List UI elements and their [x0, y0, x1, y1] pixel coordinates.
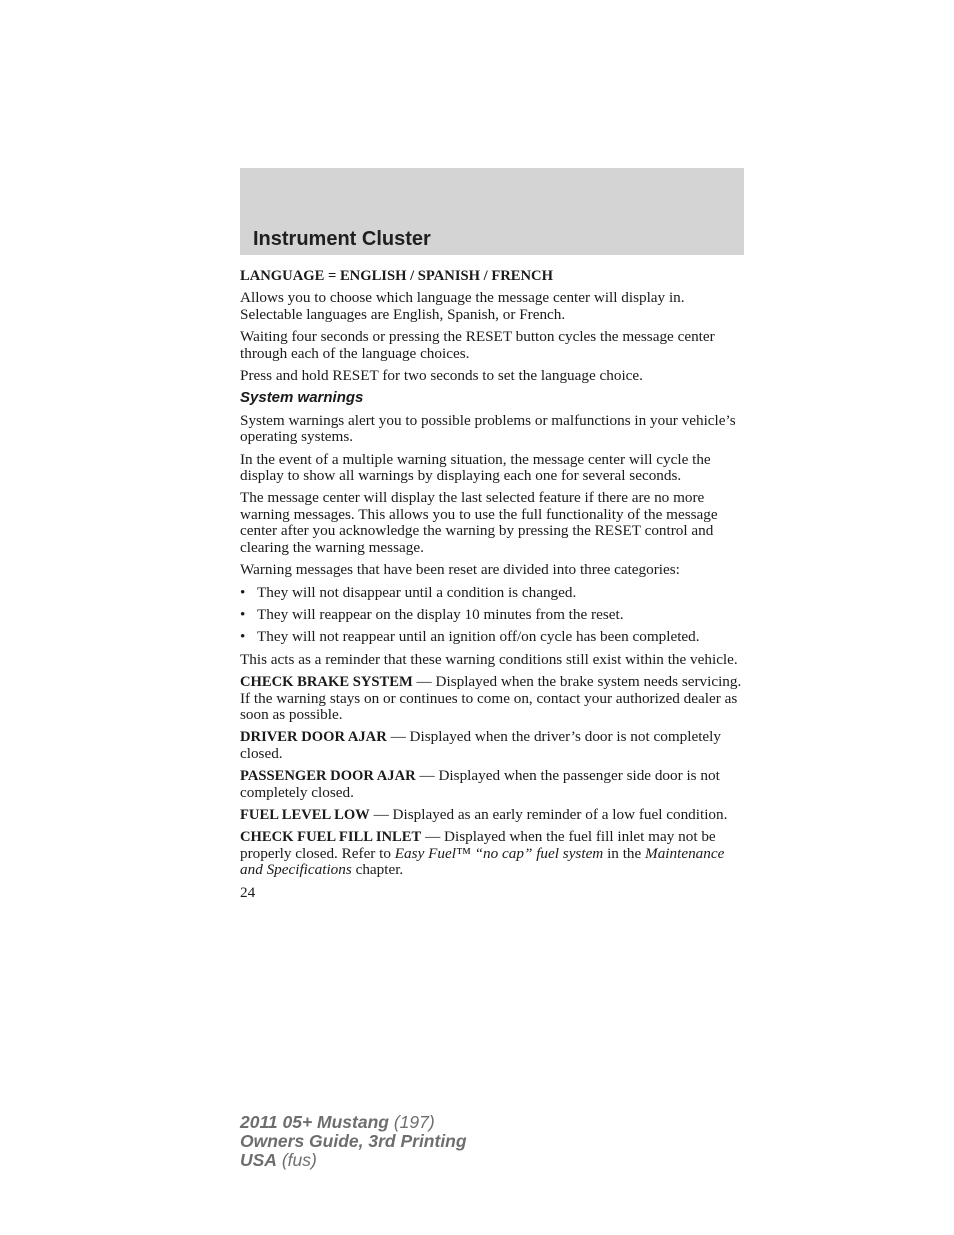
section-header-band — [240, 168, 744, 255]
system-warnings-heading: System warnings — [240, 389, 364, 407]
list-item — [240, 629, 744, 645]
bullet-icon: • — [240, 583, 246, 601]
footer-model-code: (197) — [388, 1112, 435, 1132]
warning-passenger-door-ajar — [240, 768, 744, 801]
system-warnings-closing: This acts as a reminder that these warning conditions still exist within the vehicle. — [240, 650, 738, 668]
system-warnings-paragraph-3: The message center will display the last selected feature if there are no more warning messages. This allows you to use the full functionality of the message center after you acknowledge the warning by pressing the RESET control and clearing the warning message. — [240, 489, 718, 556]
warning-term: DRIVER DOOR AJAR — [240, 729, 387, 746]
list-item — [240, 607, 744, 623]
warning-fuel-level-low — [240, 807, 744, 823]
reference-easy-fuel: Easy Fuel™ “no cap” fuel system — [394, 844, 604, 862]
footer-region: USA — [240, 1150, 277, 1170]
section-title: Instrument Cluster — [253, 228, 431, 250]
warning-term: PASSENGER DOOR AJAR — [240, 768, 416, 785]
footer-line-printing — [240, 1132, 467, 1151]
warning-check-brake-system — [240, 674, 744, 723]
system-warnings-paragraph-1: System warnings alert you to possible problems or malfunctions in your vehicle’s operating systems. — [240, 411, 736, 446]
page-number: 24 — [240, 883, 256, 901]
language-paragraph-3: Press and hold RESET for two seconds to set the language choice. — [240, 367, 643, 385]
system-warnings-paragraph-2: In the event of a multiple warning situation, the message center will cycle the display to show all warnings by displaying each one for several seconds. — [240, 450, 711, 485]
document-footer — [240, 1113, 467, 1170]
warning-description: — Displayed as an early reminder of a low fuel condition. — [369, 805, 728, 823]
list-item — [240, 585, 744, 601]
bullet-icon: • — [240, 628, 246, 646]
footer-line-region — [240, 1151, 467, 1170]
list-item-text: They will not reappear until an ignition off/on cycle has been completed. — [257, 628, 700, 646]
list-item-text: They will not disappear until a condition is changed. — [257, 583, 577, 601]
footer-region-code: (fus) — [276, 1150, 317, 1170]
reference-maintenance-chapter: Maintenance and Specifications — [240, 844, 725, 879]
warning-categories-list — [240, 585, 744, 646]
system-warnings-paragraph-4: Warning messages that have been reset are divided into three categories: — [240, 561, 680, 579]
warning-term: CHECK FUEL FILL INLET — [240, 829, 422, 846]
warning-driver-door-ajar — [240, 729, 744, 762]
language-heading: LANGUAGE = ENGLISH / SPANISH / FRENCH — [240, 268, 553, 284]
footer-printing: Owners Guide, 3rd Printing — [240, 1131, 467, 1151]
warning-check-fuel-fill-inlet — [240, 829, 744, 878]
footer-model: 2011 05+ Mustang — [240, 1112, 389, 1132]
warning-description-end: chapter. — [351, 861, 404, 879]
warning-description: — Displayed when the brake system needs servicing. If the warning stays on or continues to come on, contact your authorized dealer as soon as possible. — [240, 673, 742, 723]
bullet-icon: • — [240, 605, 246, 623]
warning-description: — Displayed when the passenger side door is not completely closed. — [240, 767, 720, 801]
list-item-text: They will reappear on the display 10 minutes from the reset. — [257, 605, 624, 623]
warning-description-continued: in the — [603, 844, 646, 862]
warning-description: — Displayed when the driver’s door is not completely closed. — [240, 728, 721, 762]
page-content — [240, 268, 744, 907]
language-paragraph-1: Allows you to choose which language the message center will display in. Selectable languages are English, Spanish, or French. — [240, 289, 685, 323]
warning-term: CHECK BRAKE SYSTEM — [240, 674, 413, 691]
warning-term: FUEL LEVEL LOW — [240, 806, 370, 823]
warning-description: — Displayed when the fuel fill inlet may not be properly closed. Refer to — [240, 828, 716, 862]
footer-line-model — [240, 1113, 467, 1132]
language-paragraph-2: Waiting four seconds or pressing the RESET button cycles the message center through each of the language choices. — [240, 328, 715, 362]
